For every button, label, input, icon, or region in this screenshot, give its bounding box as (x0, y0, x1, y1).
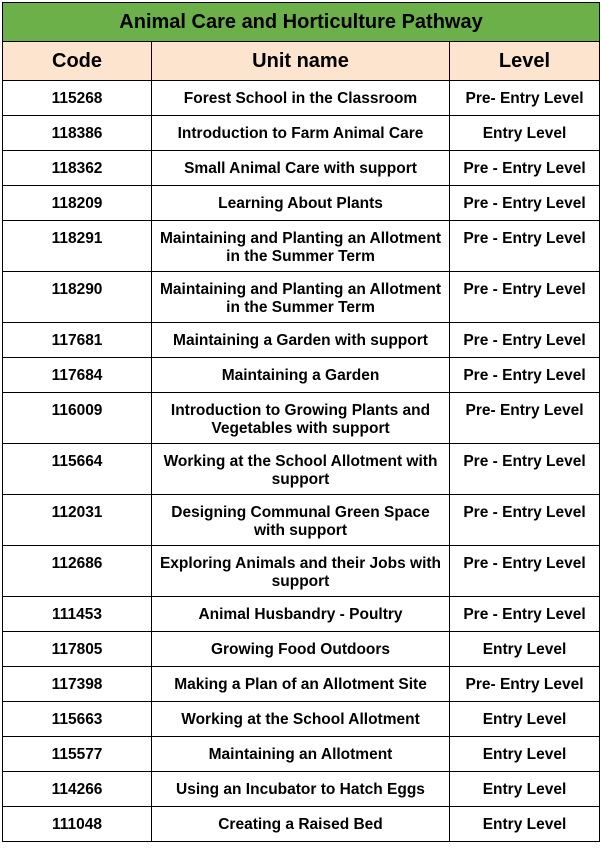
table-row (3, 597, 600, 632)
unit-name-cell: Maintaining a Garden with support (152, 323, 450, 358)
unit-name-cell: Growing Food Outdoors (152, 632, 450, 667)
unit-level-cell: Pre - Entry Level (450, 546, 600, 597)
unit-level-cell: Entry Level (450, 737, 600, 772)
unit-level-cell: Pre - Entry Level (450, 221, 600, 272)
table-row (3, 272, 600, 323)
unit-level-cell: Pre - Entry Level (450, 186, 600, 221)
unit-name-cell: Designing Communal Green Space with support (152, 495, 450, 546)
unit-code-cell: 117805 (3, 632, 152, 667)
unit-level-cell: Pre - Entry Level (450, 444, 600, 495)
unit-code-cell: 118386 (3, 116, 152, 151)
title-row (3, 3, 600, 42)
unit-code-cell: 115268 (3, 81, 152, 116)
unit-name-cell: Maintaining a Garden (152, 358, 450, 393)
unit-level-cell: Pre - Entry Level (450, 272, 600, 323)
table-row (3, 702, 600, 737)
unit-level-cell: Entry Level (450, 807, 600, 842)
column-header-level: Level (450, 42, 600, 81)
table-row (3, 737, 600, 772)
unit-level-cell: Pre- Entry Level (450, 667, 600, 702)
unit-name-cell: Using an Incubator to Hatch Eggs (152, 772, 450, 807)
table-row (3, 81, 600, 116)
unit-code-cell: 115664 (3, 444, 152, 495)
unit-name-cell: Creating a Raised Bed (152, 807, 450, 842)
unit-code-cell: 111453 (3, 597, 152, 632)
unit-name-cell: Making a Plan of an Allotment Site (152, 667, 450, 702)
table-row (3, 667, 600, 702)
unit-name-cell: Exploring Animals and their Jobs with support (152, 546, 450, 597)
unit-level-cell: Pre - Entry Level (450, 495, 600, 546)
unit-code-cell: 115663 (3, 702, 152, 737)
table-row (3, 546, 600, 597)
table-row (3, 632, 600, 667)
table-row (3, 358, 600, 393)
unit-level-cell: Entry Level (450, 116, 600, 151)
unit-name-cell: Introduction to Farm Animal Care (152, 116, 450, 151)
unit-level-cell: Entry Level (450, 772, 600, 807)
table-row (3, 807, 600, 842)
unit-name-cell: Introduction to Growing Plants and Vegetables with support (152, 393, 450, 444)
unit-name-cell: Forest School in the Classroom (152, 81, 450, 116)
unit-code-cell: 111048 (3, 807, 152, 842)
table-row (3, 323, 600, 358)
unit-code-cell: 117684 (3, 358, 152, 393)
pathway-table (2, 2, 600, 842)
unit-level-cell: Pre - Entry Level (450, 323, 600, 358)
table-body (3, 81, 600, 842)
unit-name-cell: Working at the School Allotment (152, 702, 450, 737)
table-row (3, 772, 600, 807)
unit-code-cell: 118362 (3, 151, 152, 186)
column-header-code: Code (3, 42, 152, 81)
unit-code-cell: 112686 (3, 546, 152, 597)
unit-code-cell: 117398 (3, 667, 152, 702)
table-row (3, 444, 600, 495)
unit-code-cell: 112031 (3, 495, 152, 546)
unit-name-cell: Maintaining and Planting an Allotment in the Summer Term (152, 272, 450, 323)
unit-code-cell: 118209 (3, 186, 152, 221)
table-row (3, 495, 600, 546)
unit-level-cell: Entry Level (450, 702, 600, 737)
table-title: Animal Care and Horticulture Pathway (3, 3, 600, 42)
unit-name-cell: Working at the School Allotment with support (152, 444, 450, 495)
unit-code-cell: 118291 (3, 221, 152, 272)
unit-code-cell: 117681 (3, 323, 152, 358)
unit-level-cell: Pre- Entry Level (450, 393, 600, 444)
unit-level-cell: Pre - Entry Level (450, 358, 600, 393)
table-row (3, 186, 600, 221)
unit-code-cell: 118290 (3, 272, 152, 323)
unit-code-cell: 115577 (3, 737, 152, 772)
unit-code-cell: 114266 (3, 772, 152, 807)
unit-name-cell: Small Animal Care with support (152, 151, 450, 186)
table-row (3, 221, 600, 272)
table-row (3, 151, 600, 186)
unit-level-cell: Pre - Entry Level (450, 151, 600, 186)
header-row (3, 42, 600, 81)
unit-level-cell: Pre - Entry Level (450, 597, 600, 632)
unit-level-cell: Entry Level (450, 632, 600, 667)
unit-name-cell: Learning About Plants (152, 186, 450, 221)
table-row (3, 116, 600, 151)
unit-name-cell: Maintaining an Allotment (152, 737, 450, 772)
column-header-unit-name: Unit name (152, 42, 450, 81)
unit-level-cell: Pre- Entry Level (450, 81, 600, 116)
unit-name-cell: Maintaining and Planting an Allotment in the Summer Term (152, 221, 450, 272)
unit-code-cell: 116009 (3, 393, 152, 444)
table-row (3, 393, 600, 444)
unit-name-cell: Animal Husbandry - Poultry (152, 597, 450, 632)
